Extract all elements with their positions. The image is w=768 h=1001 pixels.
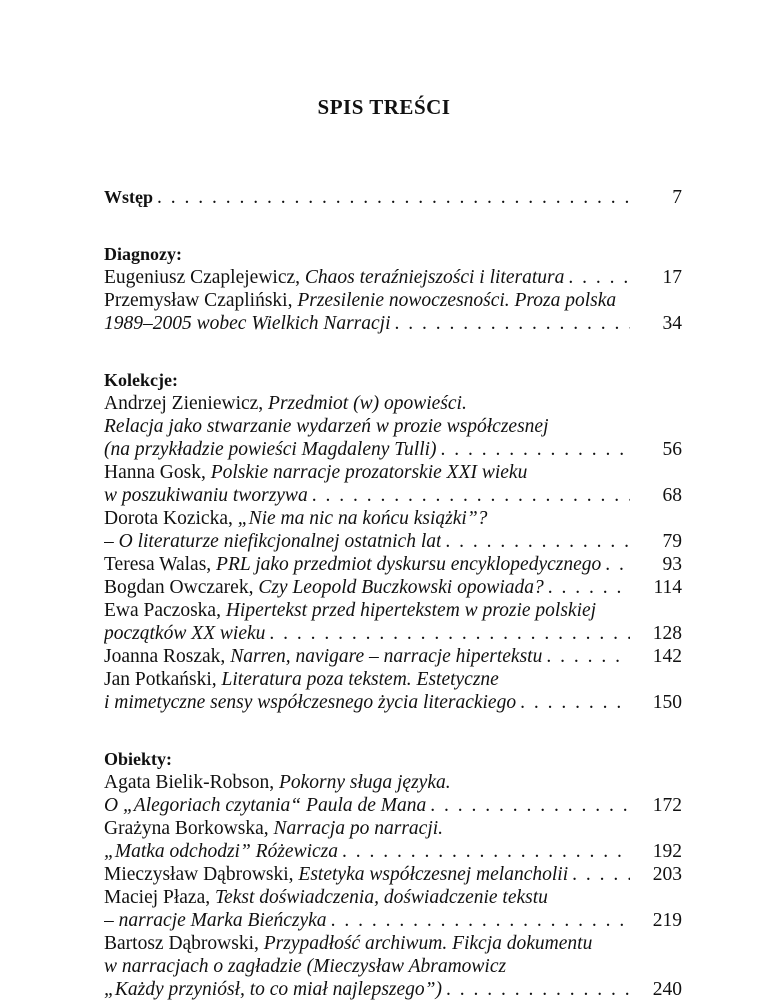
page-number: 79	[662, 531, 682, 552]
toc-entry[interactable]	[104, 863, 682, 886]
entry-title: Pokorny sługa języka.	[278, 772, 451, 793]
table-of-contents	[104, 186, 682, 1001]
entry-title: – O literaturze niefikcjonalnej ostatnich lat	[104, 531, 442, 552]
entry-last-line	[104, 553, 682, 576]
page-title: SPIS TREŚCI	[317, 95, 451, 119]
entry-text	[104, 794, 426, 817]
toc-entry[interactable]	[104, 461, 682, 507]
entry-title: początków XX wieku	[104, 623, 266, 644]
author-name: Bogdan Owczarek,	[104, 577, 259, 598]
entry-title: „Nie ma nic na końcu książki”?	[237, 508, 488, 529]
toc-entry[interactable]	[104, 771, 682, 817]
entry-line	[104, 955, 682, 978]
entry-title: (na przykładzie powieści Magdaleny Tulli)	[104, 439, 437, 460]
entry-last-line	[104, 645, 682, 668]
entry-text	[104, 840, 338, 863]
entry-fill	[104, 691, 630, 714]
entry-title: Literatura poza tekstem. Estetyczne	[221, 669, 499, 690]
leader-dots	[568, 863, 630, 886]
entry-line	[104, 599, 682, 622]
page-number: 7	[672, 187, 682, 208]
entry-text	[104, 691, 516, 714]
author-name: Maciej Płaza,	[104, 887, 215, 908]
author-name: Eugeniusz Czaplejewicz,	[104, 267, 305, 288]
entry-title: „Matka odchodzi” Różewicza	[104, 841, 338, 862]
entry-fill	[104, 840, 630, 863]
leader-dots	[437, 438, 630, 461]
entry-last-line	[104, 530, 682, 553]
leader-dots	[441, 530, 630, 553]
entry-title: Przesilenie nowoczesności. Proza polska	[297, 290, 617, 311]
entry-last-line	[104, 438, 682, 461]
entry-fill	[104, 978, 630, 1001]
page-number: 114	[653, 577, 682, 598]
entry-text	[104, 909, 327, 932]
entry-title: Przedmiot (w) opowieści.	[268, 393, 467, 414]
page-number: 56	[662, 439, 682, 460]
entry-text	[104, 438, 437, 461]
toc-entry[interactable]	[104, 886, 682, 932]
author-name: Przemysław Czapliński,	[104, 290, 298, 311]
page-number: 192	[652, 841, 682, 862]
section-heading: Kolekcje:	[104, 370, 178, 390]
entry-fill	[104, 530, 630, 553]
author-name: Mieczysław Dąbrowski,	[104, 864, 299, 885]
leader-dots	[426, 794, 630, 817]
author-name: Joanna Roszak,	[104, 646, 231, 667]
entry-title: Przypadłość archiwum. Fikcja dokumentu	[263, 933, 593, 954]
entry-line	[104, 886, 682, 909]
entry-text	[104, 576, 544, 599]
author-name: Grażyna Borkowska,	[104, 818, 274, 839]
entry-title: Narren, navigare – narracje hipertekstu	[230, 646, 543, 667]
entry-title: Tekst doświadczenia, doświadczenie tekstu	[215, 887, 548, 908]
toc-entry[interactable]	[104, 266, 682, 289]
entry-text	[104, 553, 601, 576]
section-heading: Diagnozy:	[104, 244, 182, 264]
entry-line	[104, 932, 682, 955]
entry-fill	[104, 645, 630, 668]
page-number: 142	[652, 646, 682, 667]
entry-last-line	[104, 794, 682, 817]
entry-text	[104, 312, 391, 335]
entry-title: – narracje Marka Bieńczyka	[104, 910, 327, 931]
entry-last-line	[104, 978, 682, 1001]
author-name: Ewa Paczoska,	[104, 600, 226, 621]
entry-title: Estetyka współczesnej melancholii	[298, 864, 569, 885]
entry-title: Narracja po narracji.	[273, 818, 444, 839]
toc-entry[interactable]	[104, 553, 682, 576]
entry-text	[104, 484, 308, 507]
entry-title: „Każdy przyniósł, to co miał najlepszego”)	[104, 979, 443, 1000]
entry-text	[104, 266, 564, 289]
entry-title: 1989–2005 wobec Wielkich Narracji	[104, 313, 391, 334]
entry-title: Czy Leopold Buczkowski opowiada?	[258, 577, 544, 598]
entry-fill	[104, 438, 630, 461]
author-name: Jan Potkański,	[104, 669, 222, 690]
page-number: 150	[652, 692, 682, 713]
entry-line	[104, 817, 682, 840]
entry-line	[104, 507, 682, 530]
toc-entry[interactable]	[104, 817, 682, 863]
toc-entry[interactable]	[104, 289, 682, 335]
entry-last-line	[104, 266, 682, 289]
section-heading: Obiekty:	[104, 749, 173, 769]
author-name: Agata Bielik-Robson,	[104, 772, 279, 793]
author-name: Hanna Gosk,	[104, 462, 211, 483]
toc-entry[interactable]	[104, 932, 682, 1001]
page-number: 172	[652, 795, 682, 816]
entry-line	[104, 289, 682, 312]
entry-title: Relacja jako stwarzanie wydarzeń w prozie współczesnej	[104, 416, 549, 437]
entry-last-line	[104, 312, 682, 335]
entry-fill	[104, 553, 630, 576]
entry-fill	[104, 484, 630, 507]
page-number: 203	[652, 864, 682, 885]
entry-title: w narracjach o zagładzie (Mieczysław Abramowicz	[104, 956, 507, 977]
entry-line	[104, 415, 682, 438]
toc-entry[interactable]	[104, 576, 682, 599]
entry-line	[104, 771, 682, 794]
entry-text	[104, 863, 568, 886]
author-name: Teresa Walas,	[104, 554, 217, 575]
leader-dots	[442, 978, 630, 1001]
leader-dots	[516, 691, 630, 714]
leader-dots	[391, 312, 630, 335]
entry-line	[104, 668, 682, 691]
entry-line	[104, 392, 682, 415]
entry-last-line	[104, 484, 682, 507]
leader-dots	[327, 909, 630, 932]
entry-line	[104, 461, 682, 484]
entry-fill	[104, 576, 630, 599]
entry-text	[104, 622, 265, 645]
leader-dots	[544, 576, 630, 599]
leader-dots	[564, 266, 630, 289]
entry-title: PRL jako przedmiot dyskursu encyklopedycznego	[216, 554, 602, 575]
entry-text	[104, 530, 441, 553]
entry-title: w poszukiwaniu tworzywa	[104, 485, 308, 506]
entry-title: Hipertekst przed hipertekstem w prozie polskiej	[225, 600, 597, 621]
page-number: 219	[652, 910, 682, 931]
toc-entry[interactable]	[104, 392, 682, 461]
leader-dots	[153, 186, 630, 209]
entry-fill	[104, 794, 630, 817]
leader-dots	[308, 484, 630, 507]
page-number: 128	[652, 623, 682, 644]
entry-title: Polskie narracje prozatorskie XXI wieku	[210, 462, 528, 483]
leader-dots	[542, 645, 630, 668]
leader-dots	[601, 553, 630, 576]
leader-dots	[265, 622, 630, 645]
toc-entry-intro[interactable]	[104, 186, 682, 209]
entry-text	[104, 978, 442, 1001]
author-name: Dorota Kozicka,	[104, 508, 238, 529]
entry-fill	[104, 863, 630, 886]
author-name: Bartosz Dąbrowski,	[104, 933, 264, 954]
entry-last-line	[104, 691, 682, 714]
entry-title: O „Alegoriach czytania“ Paula de Mana	[104, 795, 427, 816]
entry-last-line	[104, 622, 682, 645]
entry-title: i mimetyczne sensy współczesnego życia literackiego	[104, 692, 517, 713]
entry-fill	[104, 622, 630, 645]
leader-dots	[338, 840, 630, 863]
entry-fill	[104, 909, 630, 932]
toc-entry[interactable]	[104, 507, 682, 553]
page-number: 240	[652, 979, 682, 1000]
page-number: 68	[662, 485, 682, 506]
toc-entry[interactable]	[104, 668, 682, 714]
intro-label: Wstęp	[104, 187, 153, 207]
author-name: Andrzej Zieniewicz,	[104, 393, 269, 414]
entry-text	[104, 645, 542, 668]
entry-title: Chaos teraźniejszości i literatura	[304, 267, 565, 288]
toc-entry[interactable]	[104, 599, 682, 645]
entry-fill	[104, 312, 630, 335]
toc-entry[interactable]	[104, 645, 682, 668]
page-number: 17	[662, 267, 682, 288]
entry-last-line	[104, 863, 682, 886]
entry-last-line	[104, 909, 682, 932]
page-number: 34	[662, 313, 682, 334]
entry-fill	[104, 266, 630, 289]
entry-last-line	[104, 840, 682, 863]
page-number: 93	[662, 554, 682, 575]
entry-last-line	[104, 576, 682, 599]
